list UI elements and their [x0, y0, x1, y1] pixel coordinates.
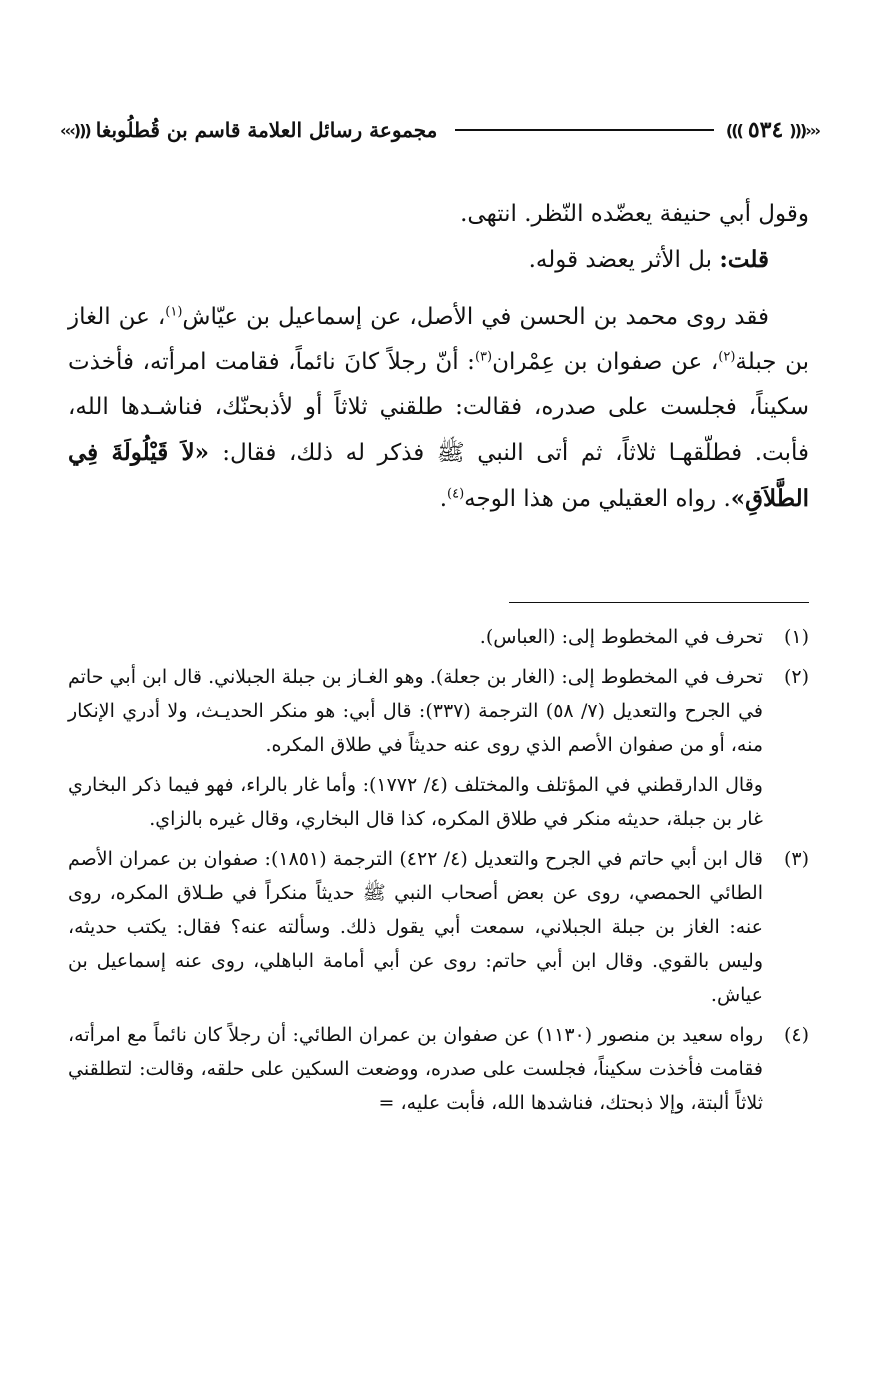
intro-paragraph: وقول أبي حنيفة يعضّده النّظر. انتهى. — [460, 201, 809, 227]
footnote-text: قال ابن أبي حاتم في الجرح والتعديل (٤/ ٤٢٢) الترجمة (١٨٥١): صفوان بن عمران الأصم الطائي الحمصي، روى عن بعض أصحاب النبي ﷺ حديثاً منكراً في طـلاق المكره، روى عنه: الغاز بن جبلة الجبلاني، سمعت أبي يقول ذلك. وسألته عنه؟ فقال: يكتب حديثه، وليس بالقوي. وقال ابن أبي حاتم: روى عن أبي أمامة الباهلي، روى عنه إسماعيل بن عياش. — [68, 848, 763, 1006]
footnote-2 — [68, 660, 809, 836]
footnote-body — [68, 660, 763, 836]
footnote-number: (١) — [783, 626, 809, 648]
header-ornament-right-close: ))) — [725, 120, 742, 140]
story-part-4: : أنّ رجلاً كانَ نائماً، فقامت امرأته، فأخذت سكيناً، فجلست على صدره، فقالت: طلقني ثلاثاً أو لأذبحنّك، فناشـدها الله، فأبت. فطلّقهـا ثلاثاً، ثم أتى النبي ﷺ فذكر له ذلك، فقال: — [68, 349, 810, 466]
header-ornament-right: ‹‹‹((( — [789, 120, 819, 140]
qult-paragraph — [68, 237, 809, 283]
footnote-text: تحرف في المخطوط إلى: (الغار بن جعلة). وهو الغـاز بن جبلة الجبلاني. قال ابن أبي حاتم في الجرح والتعديل (٧/ ٥٨) الترجمة (٣٣٧): قال أبي: هو منكر الحديـث، ولا أدري الإنكار منه، أو من صفوان الأصم الذي روى عنه حديثاً في طلاق المكره. — [68, 666, 763, 756]
footnote-number: (٤) — [783, 1024, 809, 1046]
qult-label: قلت: — [719, 246, 769, 273]
footnote-text: وقال الدارقطني في المؤتلف والمختلف (٤/ ١٧٧٢): وأما غار بالراء، فهو فيما ذكر البخاري غار بن جبلة، حديثه منكر في طلاق المكره، كذا قال البخاري، وقال غيره بالزاي. — [68, 774, 763, 830]
story-part-3: ، عن صفوان بن عِمْران — [492, 349, 719, 375]
footnote-body — [68, 1018, 763, 1120]
footnote-3 — [68, 842, 809, 1012]
hadith-text: «لاَ قَيْلُولَةَ فِي الطَّلاَقِ» — [68, 439, 809, 512]
footnote-ref-4[interactable]: (٤) — [447, 486, 465, 502]
footnote-ref-1[interactable]: (١) — [165, 304, 183, 320]
story-paragraph — [68, 295, 809, 522]
footnote-text: رواه سعيد بن منصور (١١٣٠) عن صفوان بن عمران الطائي: أن رجلاً كان نائماً مع امرأته، فقامت فأخذت سكيناً، فجلست على صدره، ووضعت السكين على حلقه، وقالت: لتطلقني ثلاثاً ألبتة، وإلا ذبحتك، فناشدها الله، فأبت عليه، = — [68, 1024, 764, 1114]
story-part-5: . رواه العقيلي من هذا الوجه — [464, 486, 731, 512]
footnotes — [68, 620, 809, 1126]
footnote-ref-2[interactable]: (٢) — [718, 349, 736, 365]
footnote-body — [68, 620, 763, 654]
book-title: مجموعة رسائل العلامة قاسم بن قُطلُوبغا — [95, 118, 438, 142]
header-ornament-left-open: ((( — [73, 120, 90, 140]
footnote-text: تحرف في المخطوط إلى: (العباس). — [479, 626, 763, 648]
page-number: ٥٣٤ — [747, 117, 784, 143]
qult-text: بل الأثر يعضد قوله. — [528, 247, 720, 273]
footnote-4 — [68, 1018, 809, 1120]
footnote-number: (٣) — [783, 848, 809, 870]
footnote-1 — [68, 620, 809, 654]
story-part-1: فقد روى محمد بن الحسن في الأصل، عن إسماعيل بن عيّاش — [182, 304, 769, 330]
footnote-body — [68, 842, 763, 1012]
running-header — [60, 112, 819, 148]
header-ornament-left: ››› — [60, 120, 74, 140]
story-end: . — [439, 486, 448, 512]
main-text — [68, 192, 809, 522]
header-rule — [455, 129, 714, 131]
footnote-ref-3[interactable]: (٣) — [474, 349, 493, 365]
footnote-separator — [509, 602, 809, 603]
footnote-number: (٢) — [783, 666, 809, 688]
story-part-2: ، عن الغاز بن جبلة — [68, 304, 809, 375]
